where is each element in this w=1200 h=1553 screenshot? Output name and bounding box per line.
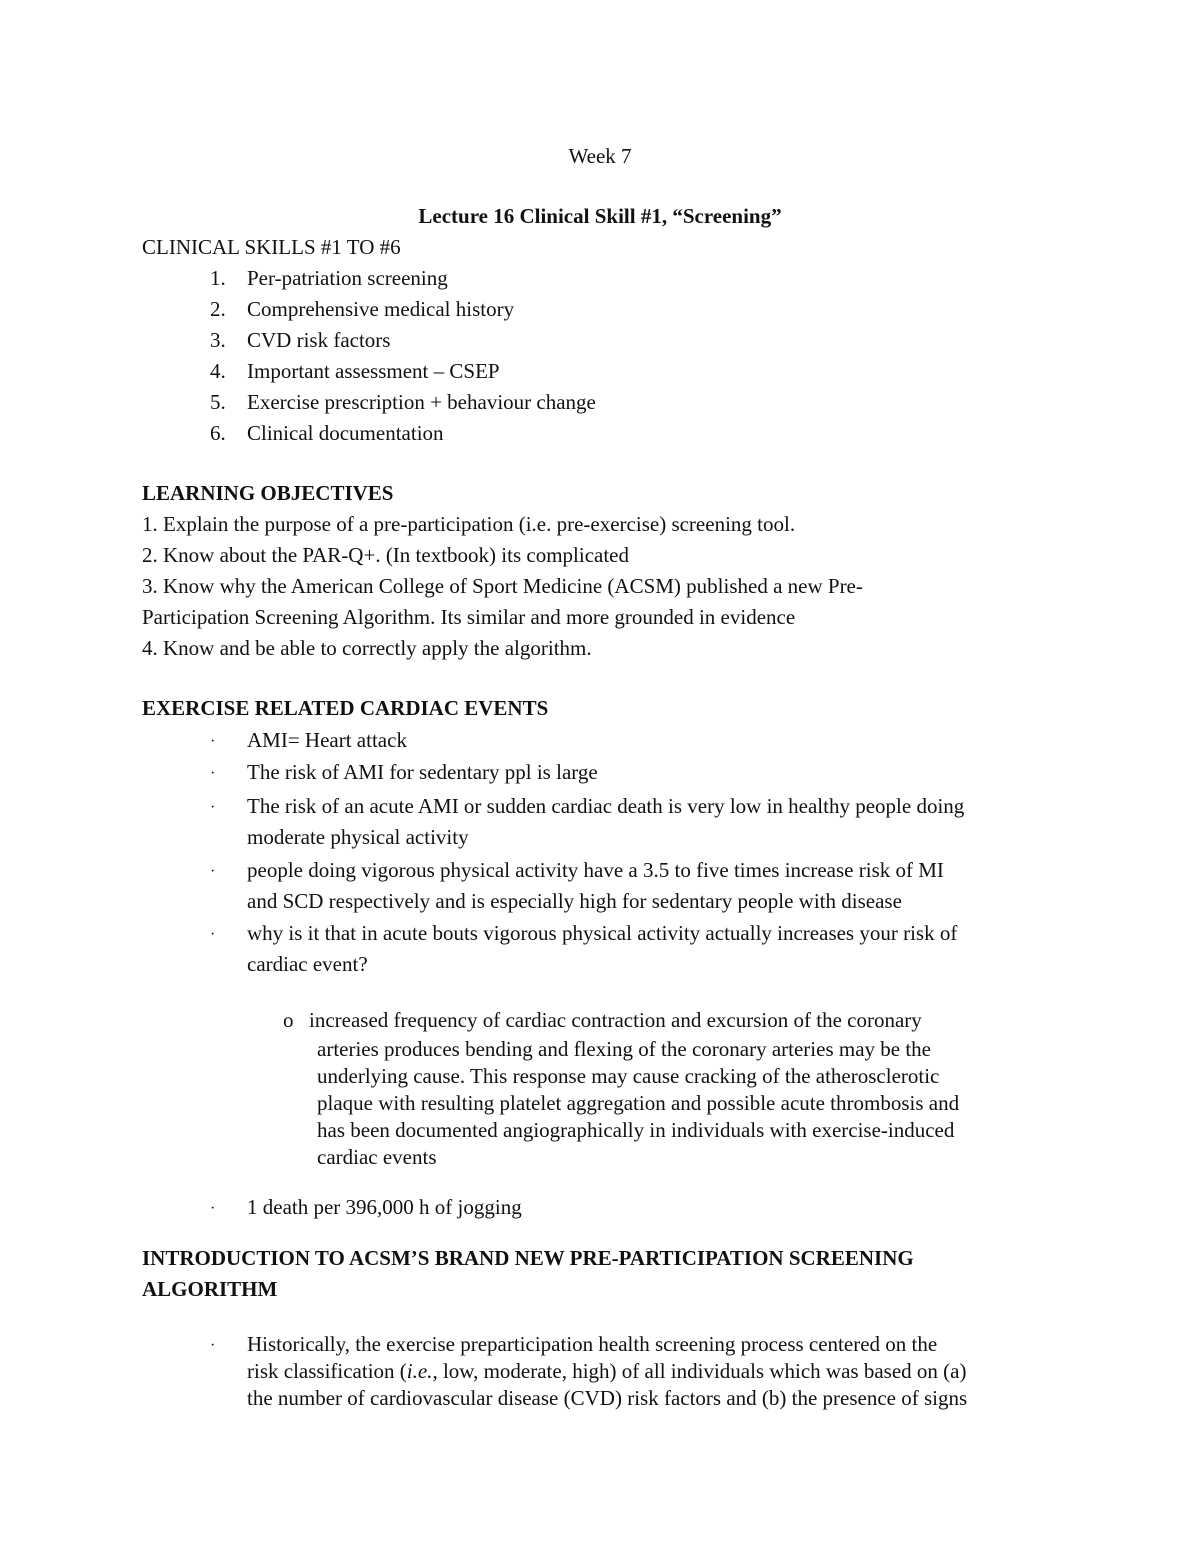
cardiac-line: The risk of an acute AMI or sudden cardiac death is very low in healthy people doing (247, 794, 965, 818)
objective-line: Participation Screening Algorithm. Its similar and more grounded in evidence (142, 605, 796, 629)
bullet-icon: · (210, 799, 216, 816)
bullet-icon: · (210, 733, 216, 750)
skills-heading: CLINICAL SKILLS #1 TO #6 (142, 235, 401, 259)
intro-line (247, 1361, 966, 1382)
objectives-heading: LEARNING OBJECTIVES (142, 481, 394, 505)
skill-item: Important assessment – CSEP (247, 359, 500, 383)
intro-text: risk classification ( (247, 1359, 407, 1383)
intro-italic-text: i.e. (406, 1359, 433, 1383)
bullet-icon: · (210, 765, 216, 782)
intro-line: Historically, the exercise preparticipation health screening process centered on the (247, 1332, 938, 1356)
skill-number: 4. (210, 359, 226, 383)
cardiac-line: why is it that in acute bouts vigorous physical activity actually increases your risk of (247, 921, 958, 945)
skill-number: 3. (210, 328, 226, 352)
intro-heading: INTRODUCTION TO ACSM’S BRAND NEW PRE-PARTICIPATION SCREENING (142, 1246, 914, 1270)
cardiac-line: The risk of AMI for sedentary ppl is large (247, 760, 598, 784)
cardiac-sub-line: arteries produces bending and flexing of the coronary arteries may be the (317, 1037, 932, 1061)
skill-number: 1. (210, 266, 226, 290)
cardiac-sub-line: underlying cause. This response may cause cracking of the atherosclerotic (317, 1064, 940, 1088)
objective-line: 1. Explain the purpose of a pre-participation (i.e. pre-exercise) screening tool. (142, 512, 796, 536)
cardiac-sub-line: increased frequency of cardiac contraction and excursion of the coronary (309, 1008, 922, 1032)
bullet-icon: · (210, 1200, 216, 1217)
skill-number: 6. (210, 421, 226, 445)
skill-item: Comprehensive medical history (247, 297, 515, 321)
objective-line: 2. Know about the PAR-Q+. (In textbook) its complicated (142, 543, 629, 567)
intro-text: , low, moderate, high) of all individuals which was based on (a) (432, 1359, 967, 1383)
cardiac-sub-line: cardiac events (317, 1145, 437, 1169)
objective-line: 3. Know why the American College of Sport Medicine (ACSM) published a new Pre- (142, 574, 863, 598)
skill-item: Exercise prescription + behaviour change (247, 390, 596, 414)
cardiac-heading: EXERCISE RELATED CARDIAC EVENTS (142, 696, 549, 720)
intro-line: the number of cardiovascular disease (CVD) risk factors and (b) the presence of signs (247, 1386, 968, 1410)
skill-item: CVD risk factors (247, 328, 391, 352)
skill-number: 2. (210, 297, 226, 321)
intro-heading: ALGORITHM (142, 1277, 278, 1301)
cardiac-line: moderate physical activity (247, 825, 469, 849)
circle-bullet-icon: o (283, 1008, 294, 1032)
cardiac-line: people doing vigorous physical activity have a 3.5 to five times increase risk of MI (247, 858, 944, 882)
lecture-title: Lecture 16 Clinical Skill #1, “Screening” (418, 204, 782, 228)
cardiac-sub-line: has been documented angiographically in individuals with exercise-induced (317, 1118, 955, 1142)
objective-line: 4. Know and be able to correctly apply the algorithm. (142, 636, 592, 660)
cardiac-sub-line: plaque with resulting platelet aggregation and possible acute thrombosis and (317, 1091, 960, 1115)
skill-item: Per-patriation screening (247, 266, 448, 290)
skill-number: 5. (210, 390, 226, 414)
skill-item: Clinical documentation (247, 421, 444, 445)
cardiac-line: cardiac event? (247, 952, 368, 976)
cardiac-line: AMI= Heart attack (247, 728, 407, 752)
bullet-icon: · (210, 926, 216, 943)
bullet-icon: · (210, 1337, 216, 1354)
cardiac-line: and SCD respectively and is especially high for sedentary people with disease (247, 889, 902, 913)
week-title: Week 7 (568, 144, 632, 168)
bullet-icon: · (210, 863, 216, 880)
cardiac-line: 1 death per 396,000 h of jogging (247, 1195, 522, 1219)
